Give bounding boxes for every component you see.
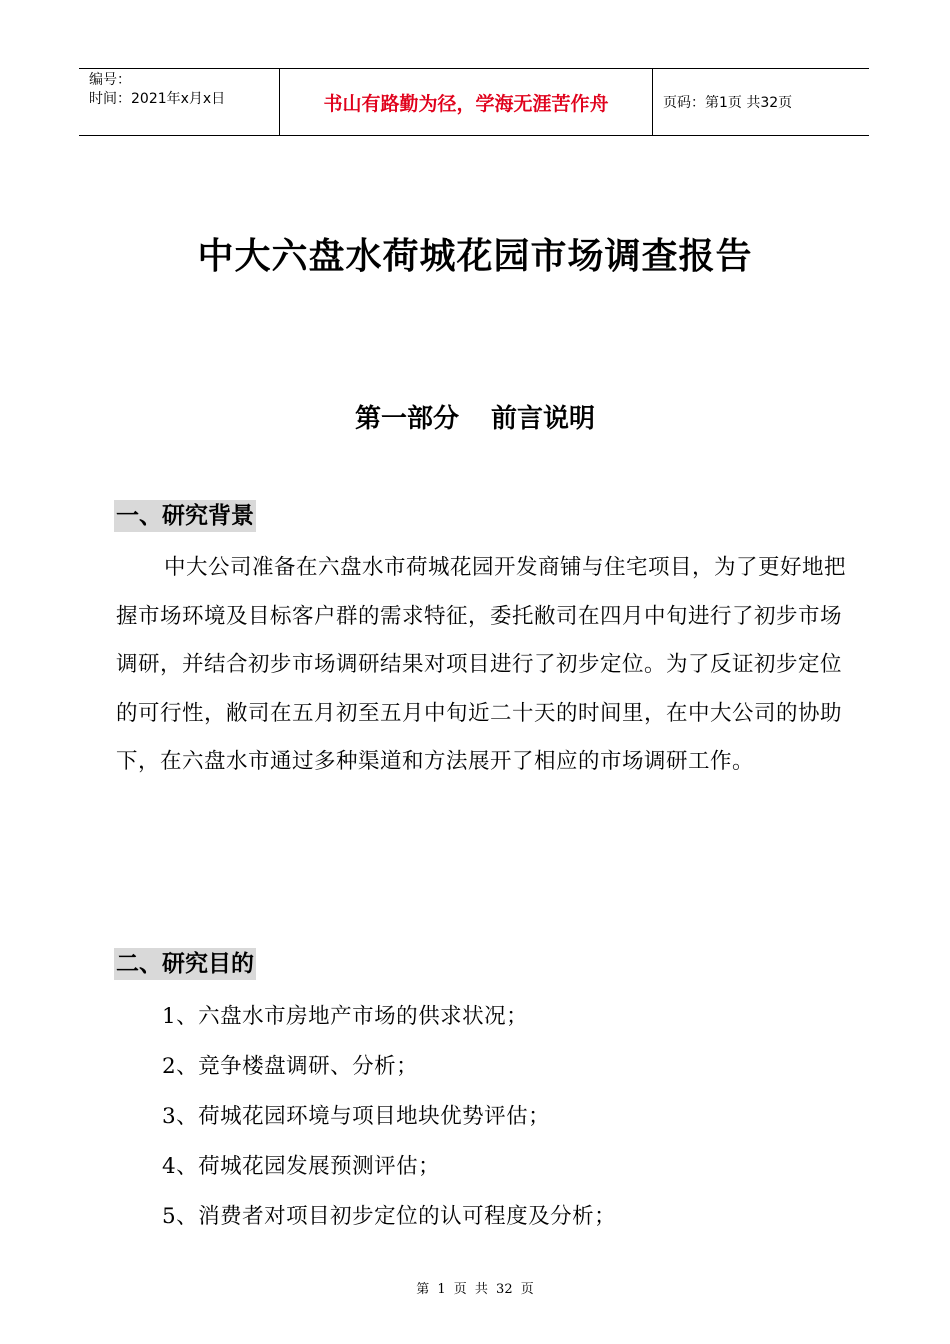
header-meta bbox=[79, 69, 280, 135]
motto-text: 书山有路勤为径，学海无涯苦作舟 bbox=[323, 92, 609, 115]
time-label: 时间：2021年x月x日 bbox=[89, 91, 226, 107]
page-info-text: 页码：第1页 共32页 bbox=[663, 95, 793, 111]
page-header bbox=[79, 68, 869, 136]
background-paragraph: 中大公司准备在六盘水市荷城花园开发商铺与住宅项目，为了更好地把握市场环境及目标客户群的需求特征，委托敝司在四月中旬进行了初步市场调研，并结合初步市场调研结果对项目进行了初步定位。为了反证初步定位的可行性，敝司在五月初至五月中旬近二十天的时间里，在中大公司的协助下，在六盘水市通过多种渠道和方法展开了相应的市场调研工作。 bbox=[116, 555, 847, 775]
number-label: 编号： bbox=[89, 72, 131, 88]
list-item: 5、消费者对项目初步定位的认可程度及分析； bbox=[162, 1204, 617, 1229]
part-name: 前言说明 bbox=[491, 404, 596, 434]
purpose-list bbox=[162, 992, 616, 1242]
section-heading-purpose: 二、研究目的 bbox=[114, 948, 256, 980]
part-label: 第一部分 bbox=[354, 404, 459, 434]
list-item: 2、竞争楼盘调研、分析； bbox=[162, 1054, 419, 1079]
list-item: 3、荷城花园环境与项目地块优势评估； bbox=[162, 1104, 551, 1129]
page-footer: 第 1 页 共 32 页 bbox=[416, 1282, 534, 1297]
list-item: 4、荷城花园发展预测评估； bbox=[162, 1154, 441, 1179]
header-motto bbox=[280, 69, 653, 135]
section-heading-background: 一、研究背景 bbox=[114, 500, 256, 532]
list-item: 1、六盘水市房地产市场的供求状况； bbox=[162, 1004, 529, 1029]
document-title: 中大六盘水荷城花园市场调查报告 bbox=[197, 236, 753, 277]
header-page-info bbox=[653, 69, 869, 135]
part-heading bbox=[0, 398, 950, 435]
